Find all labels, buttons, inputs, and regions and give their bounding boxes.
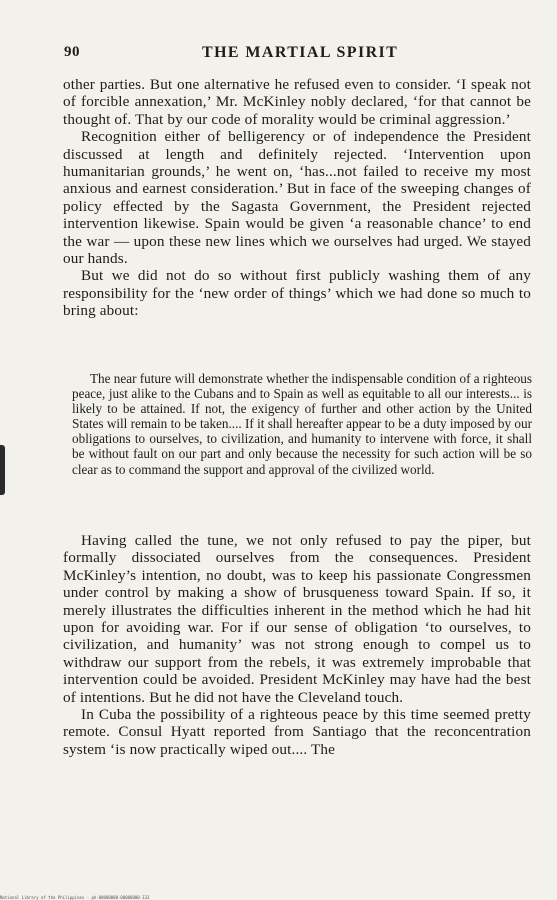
paragraph: Having called the tune, we not only refused to pay the piper, but formally dissociated ourselves from the consequences. President McKinley’s intention, no doubt, was to keep his passionate Congressmen under control by making a show of brusqueness toward Spain. If so, it merely illustrates the difficulties inherent in the method which he had hit upon for avoiding war. For if our sense of obligation ‘to ourselves, to civilization, and humanity’ was not strong enough to compel us to withdraw our support from the rebels, it was extremely improbable that intervention could be avoided. President McKinley may have had the best of intentions. But he did not have the Cleveland touch.	[63, 532, 531, 706]
paragraph: Recognition either of belligerency or of independence the President discussed at length and definitely rejected. ‘Intervention upon humanitarian grounds,’ he went on, ‘has...not failed to receive my most anxious and earnest consideration.’ But in face of the sweeping changes of policy effected by the Sagasta Government, the President rejected intervention likewise. Spain would be given ‘a reasonable chance’ to end the war — upon these new lines which we ourselves had urged. We stayed our hands.	[63, 128, 531, 268]
running-title: THE MARTIAL SPIRIT	[202, 44, 399, 61]
block-quotation: The near future will demonstrate whether the indispensable condition of a righteous peace, just alike to the Cubans and to Spain as well as equitable to all our interests... is likely to be attained. If not, the exigency of further and other action by the United States will remain to be taken.... If it shall hereafter appear to be a duty imposed by our obligations to ourselves, to civilization, and humanity to intervene with force, it shall be without fault on our part and only because the necessity for such action will be so clear as to command the support and approval of the civilized world.	[72, 371, 533, 477]
paragraph: other parties. But one alternative he refused even to consider. ‘I speak not of forcible annexation,’ Mr. McKinley nobly declared, ‘for that cannot be thought of. That by our code of morality would be criminal aggression.’	[63, 76, 531, 128]
body-text-top	[63, 76, 531, 320]
body-text-bottom	[63, 532, 531, 758]
paragraph: In Cuba the possibility of a righteous peace by this time seemed pretty remote. Consul Hyatt reported from Santiago that the reconcentration system ‘is now practically wiped out.... The	[63, 706, 531, 758]
scan-edge-mark	[0, 445, 5, 495]
page-number: 90	[64, 44, 80, 60]
page-header	[64, 44, 529, 66]
scan-credit: National Library of the Philippines · ph-00000000-00000000-133	[0, 895, 150, 900]
paragraph: But we did not do so without first publicly washing them of any responsibility for the ‘new order of things’ which we had done so much to bring about:	[63, 267, 531, 320]
